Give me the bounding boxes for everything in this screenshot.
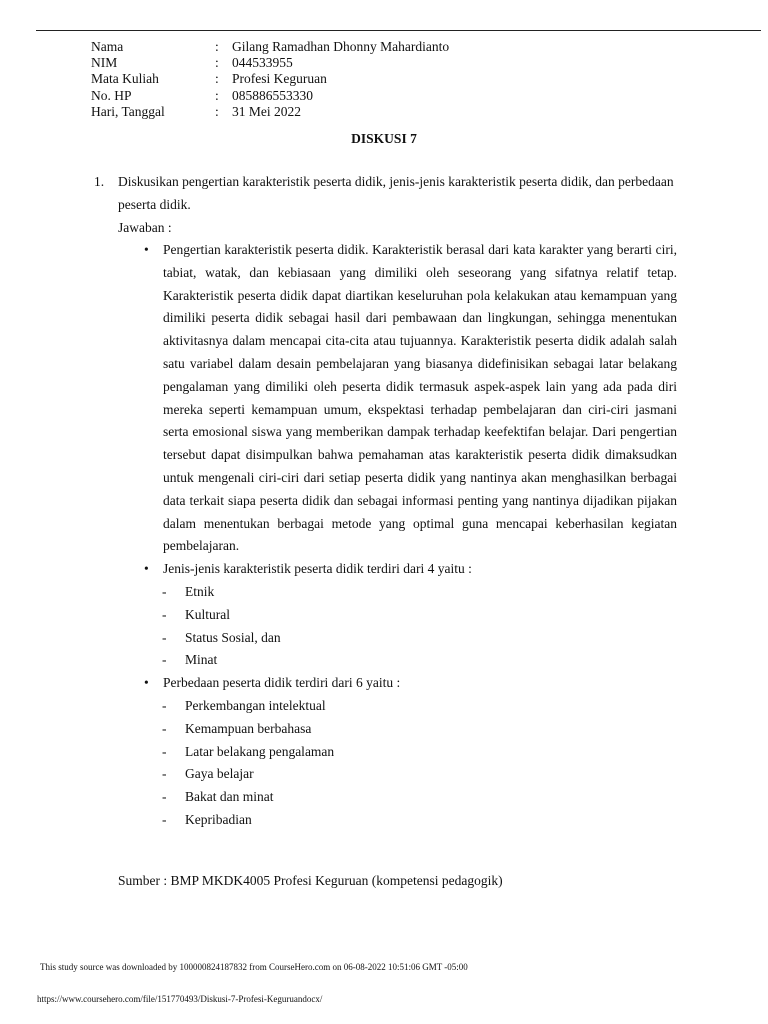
dash-icon: -: [162, 743, 167, 759]
definition-paragraph: Pengertian karakteristik peserta didik. Karakteristik berasal dari kata karakter yang berarti ciri, tabiat, watak, dan kebiasaan yang dimiliki oleh seseorang yang sifatnya relatif tetap. Karakteristik peserta didik dapat diartikan keseluruhan pola kelakukan atau kemampuan yang dimiliki peserta didik sebagai hasil dari pembawaan dan lingkungan, sehingga menentukan aktivitasnya dalam mencapai cita-cita atau tujuannya. Karakteristik peserta didik adalah salah satu variabel dalam desain pembelajaran yang biasanya didefinisikan sebagai latar belakang pengalaman yang dimiliki oleh peserta didik termasuk aspek-aspek lain yang ada pada diri mereka seperti kemampuan umum, ekspektasi terhadap pembelajaran dan ciri-ciri jasmani serta emosional siswa yang memberikan dampak terhadap keefektifan belajar. Dari pengertian tersebut dapat disimpulkan bahwa pemahaman atas karakteristik peserta didik dimaksudkan untuk mengenali ciri-ciri dari setiap peserta didik yang nantinya akan menghasilkan berbagai data terkait siapa peserta didik dan sebagai informasi penting yang nantinya dijadikan pijakan dalam menentukan berbagai metode yang optimal guna mencapai keberhasilan kegiatan pembelajaran.: [163, 242, 677, 554]
info-value: Gilang Ramadhan Dhonny Mahardianto: [232, 39, 450, 54]
dash-icon: -: [162, 697, 167, 713]
question-number: 1.: [94, 174, 105, 189]
info-colon: :: [215, 71, 219, 87]
dash-icon: -: [162, 720, 167, 736]
source-citation: Sumber : BMP MKDK4005 Profesi Keguruan (kompetensi pedagogik): [118, 873, 503, 888]
list-item-text: Kemampuan berbahasa: [185, 720, 312, 736]
bullet-differences: [144, 672, 677, 695]
info-value: 085886553330: [232, 87, 313, 103]
differences-intro: Perbedaan peserta didik terdiri dari 6 yaitu :: [163, 675, 401, 691]
list-item: [162, 604, 768, 627]
info-row-nama: [91, 39, 449, 55]
info-colon: :: [215, 55, 219, 71]
info-label: Hari, Tanggal: [91, 103, 165, 119]
list-item: [162, 649, 768, 672]
info-label: Nama: [91, 39, 124, 54]
download-notice: This study source was downloaded by 100000824187832 from CourseHero.com on 06-08-2022 10:51:06 GMT -05:00: [40, 962, 468, 972]
info-colon: :: [215, 103, 219, 119]
dash-icon: -: [162, 583, 167, 599]
bullet-icon: •: [144, 675, 149, 691]
top-rule: [36, 30, 761, 31]
list-item: [162, 786, 768, 809]
info-value: Profesi Keguruan: [232, 71, 327, 87]
bullet-types: [144, 558, 677, 581]
list-item: [162, 627, 768, 650]
list-item-text: Gaya belajar: [185, 766, 254, 782]
dash-icon: -: [162, 789, 167, 805]
info-value: 31 Mei 2022: [232, 103, 301, 119]
list-item-text: Kepribadian: [185, 811, 252, 827]
types-intro: Jenis-jenis karakteristik peserta didik terdiri dari 4 yaitu :: [163, 561, 472, 577]
info-row-nim: [91, 55, 449, 71]
list-item-text: Latar belakang pengalaman: [185, 743, 335, 759]
list-item-text: Bakat dan minat: [185, 789, 274, 805]
document-title: DISKUSI 7: [351, 131, 417, 146]
dash-icon: -: [162, 766, 167, 782]
question-item: [0, 170, 678, 216]
list-item: [162, 695, 768, 718]
info-value: 044533955: [232, 55, 293, 71]
list-item: [162, 741, 768, 764]
dash-icon: -: [162, 652, 167, 668]
bullet-definition: [144, 239, 677, 558]
list-item: [162, 809, 768, 832]
info-row-hari-tanggal: [91, 104, 449, 120]
info-row-no-hp: [91, 88, 449, 104]
list-item-text: Perkembangan intelektual: [185, 697, 326, 713]
list-item-text: Minat: [185, 652, 218, 668]
list-item-text: Status Sosial, dan: [185, 629, 281, 645]
answer-label: Jawaban :: [118, 220, 172, 235]
source-url-link[interactable]: https://www.coursehero.com/file/151770493/Diskusi-7-Profesi-Keguruandocx/: [37, 994, 323, 1004]
list-item: [162, 763, 768, 786]
info-row-mata-kuliah: [91, 71, 449, 87]
info-colon: :: [215, 87, 219, 103]
bullet-icon: •: [144, 561, 149, 577]
list-item: [162, 718, 768, 741]
info-label: No. HP: [91, 87, 132, 103]
info-label: Mata Kuliah: [91, 71, 159, 87]
list-item-text: Kultural: [185, 606, 230, 622]
list-item-text: Etnik: [185, 583, 215, 599]
info-label: NIM: [91, 55, 118, 71]
student-info: [91, 39, 449, 120]
list-item: [162, 581, 768, 604]
question-text: Diskusikan pengertian karakteristik peserta didik, jenis-jenis karakteristik peserta didik, dan perbedaan peserta didik.: [118, 174, 674, 212]
document-body: [0, 170, 768, 832]
dash-icon: -: [162, 811, 167, 827]
dash-icon: -: [162, 629, 167, 645]
bullet-icon: •: [144, 242, 149, 257]
dash-icon: -: [162, 606, 167, 622]
info-colon: :: [215, 39, 219, 54]
